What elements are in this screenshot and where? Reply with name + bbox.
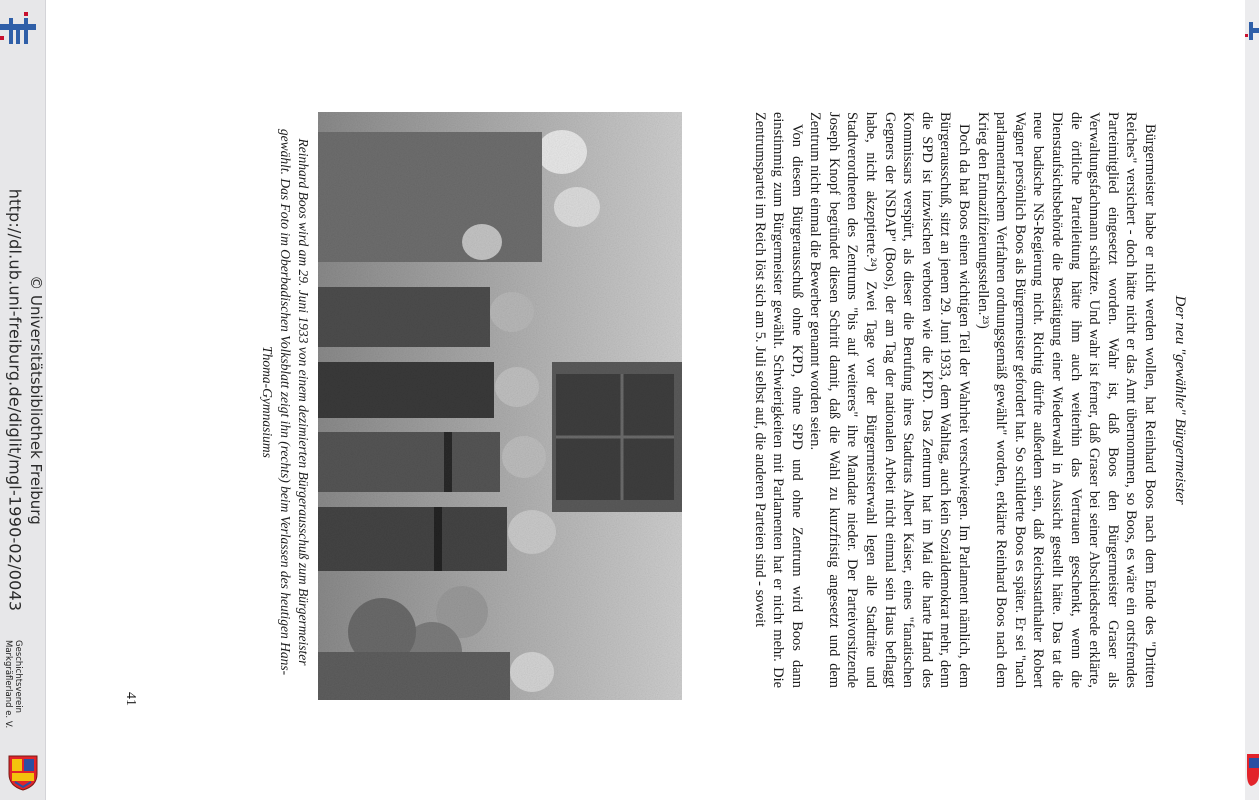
permalink-url[interactable]: http://dl.ub.uni-freiburg.de/diglit/mgl-1990-02/0043: [5, 188, 25, 612]
page-number: 41: [123, 692, 138, 706]
running-head: Der neu "gewählte" Bürgermeister: [1172, 295, 1188, 505]
copyright-notice: © Universitätsbibliothek Freiburg: [27, 275, 45, 525]
photo-caption: Reinhard Boos wird am 29. Juni 1933 von einem dezimierten Bürgerausschuß zum Bürgermeister gewählt. Das Foto im Oberbadischen Volksblatt zeigt ihn (rechts) beim Verlassen des heutigen Hans-Thoma-Gymnasiums: [260, 128, 311, 676]
viewer-left-sidebar: [0, 0, 46, 800]
publisher-label: [3, 640, 43, 760]
publisher-label-text: [3, 640, 23, 760]
coat-of-arms-icon: [7, 752, 39, 792]
university-library-logo-icon[interactable]: [0, 8, 45, 50]
historical-photo: [318, 112, 682, 700]
photo-illustration: [318, 112, 682, 700]
paragraph: Von diesem Bürgerausschuß ohne KPD, ohne SPD und ohne Zentrum wird Boos dann einstimmig zum Bürgermeister gewählt. Schwierigkeiten mit Parlamenten hat er nicht mehr. Die Zentrumspartei im Reich löst sich am 5. Juli selbst auf, die anderen Parteien sind - soweit: [751, 112, 805, 688]
document-viewer: [46, 0, 1245, 800]
paragraph: Bürgermeister habe er nicht werden wollen, hat Reinhard Boos nach dem Ende des "Dritten Reiches" versichert - doch hätte nicht er das Amt übernommen, so Boos, es wäre ein ortsfremdes Parteimitglied eingesetzt worden. Wahr ist, daß Boos den Bürgermeister Graser als Verwaltungsfachmann schätzte. Und wahr ist ferner, daß Graser bei seiner Abschiedsrede erklärte, die örtliche Parteileitung hätte ihm auch weiterhin das Vertrauen geschenkt, wenn die Dienstaufsichtsbehörde die Bestätigung einer Wiederwahl in Aussicht gestellt hätte. Das tat die neue badische NS-Regierung nicht. Richtig dürfte außerdem sein, daß Reichsstatthalter Robert Wagner persönlich Boos als Bürgermeister gefordert hat. So schilderte Boos es später. Er sei "nach parlamentarischem Verfahren ordnungsgemäß gewählt" worden, erklärte Reinhard Boos nach dem Krieg den Entnazifizierungsstellen.²³): [974, 112, 1158, 688]
publisher-line-1: Geschichtsverein: [13, 640, 23, 714]
paragraph: Doch da hat Boos einen wichtigen Teil der Wahrheit verschwiegen. Im Parlament nämlich, dem Bürgerausschuß, sitzt an jenem 29. Juni 1933, dem Wahltag, auch kein Sozialdemokrat mehr, denn die SPD ist inzwischen verboten wie die KPD. Das Zentrum hat im Mai die harte Hand des Kommissars verspürt, als dieser die Berufung ihres Stadtrats Albert Kaiser, eines "fanatischen Gegners der NSDAP" (Boos), der am Tag der nationalen Arbeit nicht einmal sein Haus beflaggt habe, nicht akzeptierte.²⁴) Zwei Tage vor der Bürgermeisterwahl legen alle Stadträte und Stadtverordneten des Zentrums "bis auf weiteres" ihre Mandate nieder. Der Parteivorsitzende Joseph Knopf begründet diesen Schritt damit, daß die Wahl zu kurzfristig angesetzt und dem Zentrum nicht einmal die Bewerber genannt worden seien.: [807, 112, 973, 688]
viewer-right-sidebar: [1244, 0, 1259, 800]
publisher-line-2: Markgräflerland e. V.: [3, 640, 13, 729]
scanned-page: [116, 112, 1190, 706]
coat-of-arms-icon-right: [1245, 752, 1259, 788]
body-text: [729, 112, 1159, 688]
university-library-logo-icon-right[interactable]: [1245, 20, 1259, 42]
